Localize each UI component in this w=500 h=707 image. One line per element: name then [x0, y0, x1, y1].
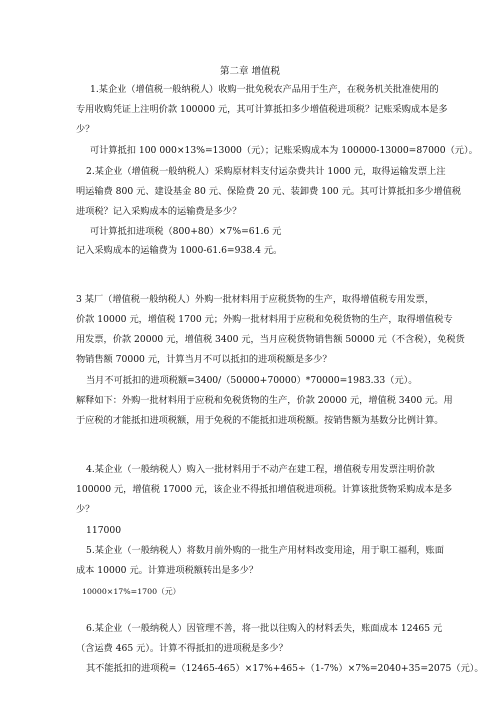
q2-answer-2: 记入采购成本的运输费为 1000-61.6=938.4 元。 — [76, 245, 283, 256]
q3-line-2: 价款 10000 元，增值税 1700 元；外购一批材料用于应税和免税货物的生产，取得增值税专 — [76, 314, 453, 325]
q1-answer: 可计算抵扣 100 000×13%=13000（元）；记账采购成本为 100000-13000=87000（元）。 — [90, 145, 478, 156]
q4-line-2: 100000 元，增值税 17000 元，该企业不得抵扣增值税进项税。计算该批货物采购成本是多 — [76, 484, 453, 495]
q1-line-2: 专用收购凭证上注明价款 100000 元，其可计算抵扣多少增值税进项税？记账采购成本是多 — [76, 104, 448, 115]
q3-explanation-2: 于应税的才能抵扣进项税额，用于免税的不能抵扣进项税额。按销售额为基数分比例计算。 — [76, 415, 444, 426]
q6-line-2: （含运费 465 元）。计算不得抵扣的进项税是多少？ — [76, 643, 288, 654]
q6-answer: 其不能抵扣的进项税=（12465-465）×17%+465÷（1-7%）×7%=2040+35=2075（元）。 — [86, 663, 484, 674]
q6-line-1: 6.某企业（一般纳税人）因管理不善，将一批以往购入的材料丢失，账面成本 12465 元 — [86, 623, 443, 634]
q4-answer: 117000 — [86, 525, 122, 536]
q3-explanation-1: 解释如下：外购一批材料用于应税和免税货物的生产，价款 20000 元，增值税 3400 元。用 — [76, 395, 453, 406]
q1-line-1: 1.某企业（增值税一般纳税人）收购一批免税农产品用于生产，在税务机关批准使用的 — [90, 84, 439, 95]
q4-line-1: 4.某企业（一般纳税人）购入一批材料用于不动产在建工程，增值税专用发票注明价款 — [86, 464, 435, 475]
chapter-title: 第二章 增值税 — [219, 66, 281, 77]
q3-answer: 当月不可抵扣的进项税额=3400/（50000+70000）*70000=1983.33（元）。 — [86, 375, 418, 386]
q4-line-3: 少？ — [76, 504, 95, 515]
q3-line-4: 物销售额 70000 元，计算当月不可以抵扣的进项税额是多少？ — [76, 354, 332, 365]
q5-answer: 10000×17%=1700（元） — [82, 587, 181, 596]
q5-line-2: 成本 10000 元。计算进项税额转出是多少？ — [76, 565, 259, 576]
q2-line-3: 进项税？记入采购成本的运输费是多少？ — [76, 206, 242, 217]
q5-line-1: 5.某企业（一般纳税人）将数月前外购的一批生产用材料改变用途，用于职工福利，账面 — [86, 545, 444, 556]
q3-line-1: 3 某厂（增值税一般纳税人）外购一批材料用于应税货物的生产，取得增值税专用发票， — [76, 294, 434, 305]
q3-line-3: 用发票，价款 20000 元，增值税 3400 元，当月应税货物销售额 50000 元（不含税），免税货 — [76, 334, 465, 345]
q2-line-1: 2.某企业（增值税一般纳税人）采购原材料支付运杂费共计 1000 元，取得运输发票上注 — [86, 166, 446, 177]
q2-answer-1: 可计算抵扣进项税（800+80）×7%=61.6 元 — [90, 226, 282, 237]
q2-line-2: 明运输费 800 元、建设基金 80 元、保险费 20 元、装卸费 100 元。其可计算抵扣多少增值税 — [76, 186, 462, 197]
q1-line-3: 少？ — [76, 124, 95, 135]
